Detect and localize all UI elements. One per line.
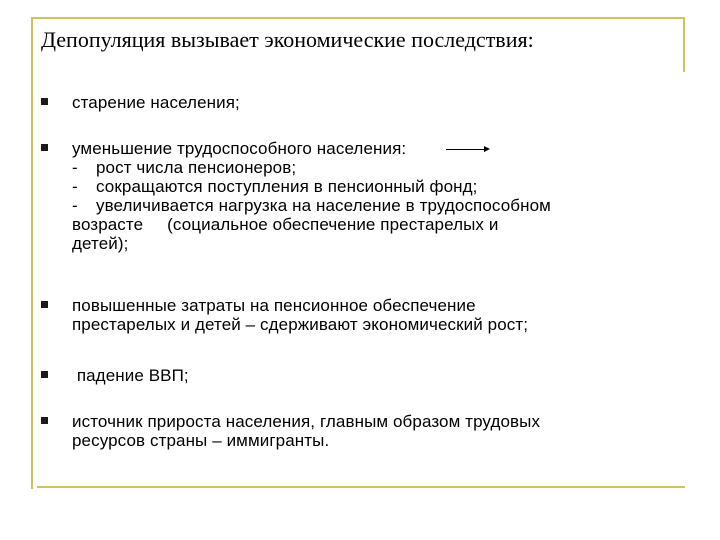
square-bullet-icon: [41, 371, 48, 378]
square-bullet-icon: [41, 98, 48, 105]
bottom-frame-line: [37, 486, 685, 488]
arrow-line: [446, 149, 486, 150]
bullet-text: падение ВВП;: [72, 366, 189, 385]
right-frame-line: [683, 17, 685, 72]
square-bullet-icon: [41, 417, 48, 424]
bullet-text: уменьшение трудоспособного населения: - рост числа пенсионеров; - сокращаются поступления в пенсионный фонд; - увеличивается нагрузка на население в трудоспособном возрасте (социальное обеспечение престарелых и детей);: [72, 139, 551, 253]
left-frame-line: [31, 17, 33, 489]
bullet-text: старение населения;: [72, 93, 240, 112]
bullet-text: источник прироста населения, главным образом трудовых ресурсов страны – иммигранты.: [72, 412, 541, 450]
square-bullet-icon: [41, 301, 48, 308]
top-frame-line: [31, 17, 685, 19]
square-bullet-icon: [41, 144, 48, 151]
arrow-right-icon: [484, 146, 490, 152]
bullet-text: повышенные затраты на пенсионное обеспечение престарелых и детей – сдерживают экономический рост;: [72, 296, 529, 334]
slide-title: Депопуляция вызывает экономические последствия:: [41, 27, 534, 52]
